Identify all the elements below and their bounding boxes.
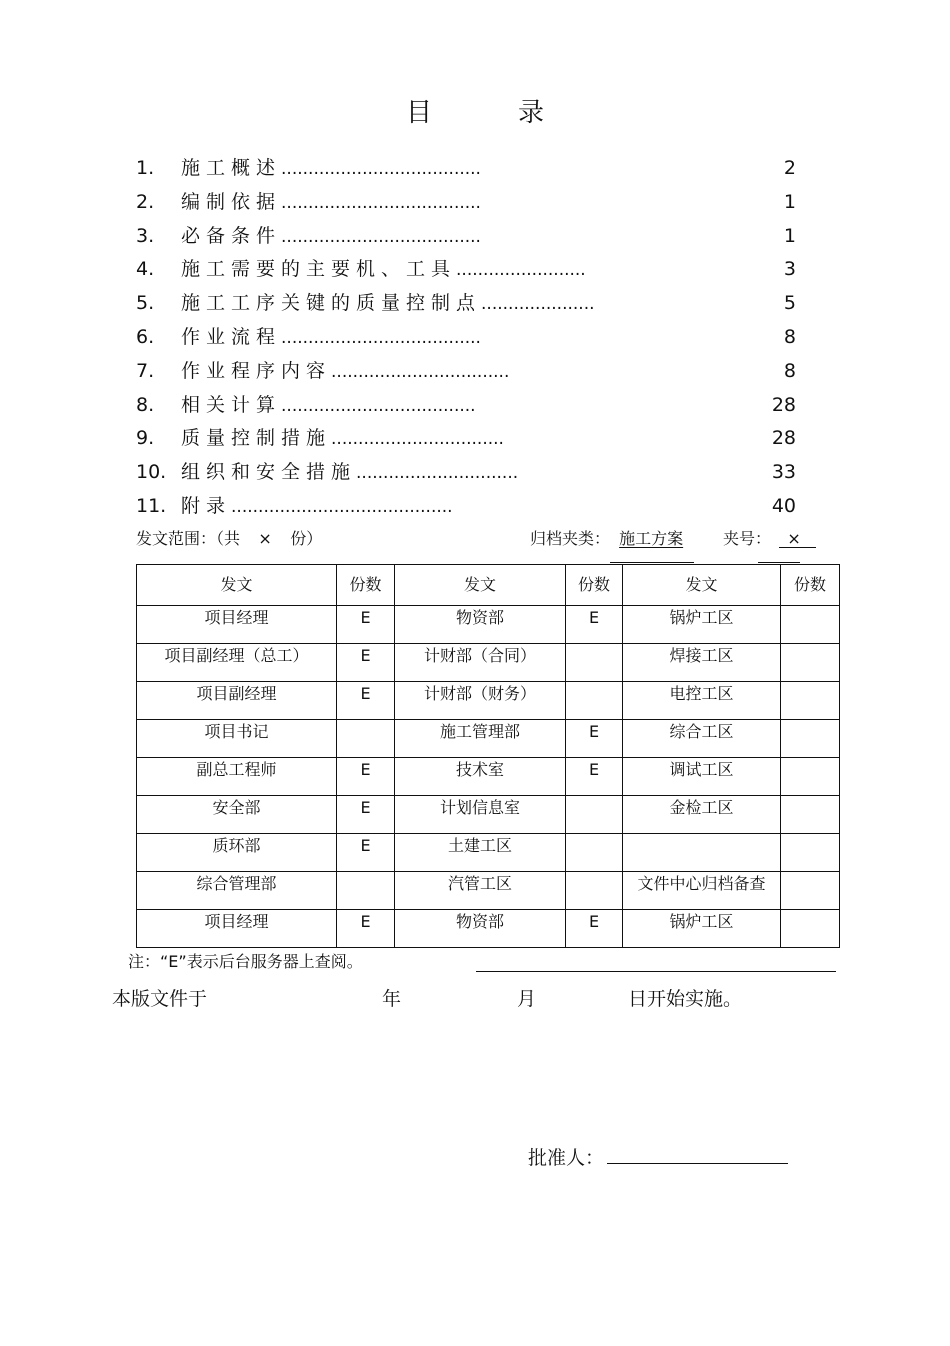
table-header-cell: 份数 — [781, 565, 840, 606]
toc-leader-dots: ..................................... — [281, 159, 481, 179]
toc-title — [181, 285, 595, 322]
toc-title-text: 施工概述 — [181, 157, 282, 179]
recipient-cell: 锅炉工区 — [623, 606, 781, 644]
recipient-cell: 项目经理 — [137, 910, 337, 948]
page-title: 目 录 — [405, 98, 574, 128]
recipient-cell: 调试工区 — [623, 758, 781, 796]
toc-page-number: 2 — [783, 157, 796, 179]
copies-cell: E — [337, 758, 395, 796]
table-note: 注：“E”表示后台服务器上查阅。 — [128, 952, 363, 971]
toc-number: 9. — [136, 427, 155, 450]
copies-cell — [781, 910, 840, 948]
table-row — [137, 910, 840, 948]
folder-label: 夹号： — [723, 529, 772, 548]
table-header-cell: 发文 — [137, 565, 337, 606]
toc-page-number: 28 — [771, 427, 796, 450]
copies-cell: E — [566, 910, 623, 948]
toc-leader-dots: ................................. — [331, 361, 510, 382]
implementation-prefix: 本版文件于 — [112, 988, 208, 1010]
toc-title — [181, 353, 509, 390]
toc-number: 10. — [136, 461, 167, 484]
toc-page-number: 1 — [783, 224, 796, 247]
folder-rule — [758, 562, 800, 563]
toc-title-text: 必备条件 — [181, 224, 282, 247]
table-row — [137, 758, 840, 796]
copies-cell: E — [337, 796, 395, 834]
recipient-cell: 物资部 — [395, 910, 566, 948]
toc-title-text: 编制依据 — [181, 190, 282, 213]
toc-title — [181, 420, 504, 457]
toc-title-text: 附录 — [181, 494, 232, 517]
copies-cell — [566, 834, 623, 872]
folder-number — [723, 526, 812, 549]
toc-number: 7. — [136, 359, 155, 382]
toc-leader-dots: ..................... — [481, 294, 595, 315]
archive-rule — [610, 562, 694, 563]
copies-cell — [566, 644, 623, 682]
table-header-cell: 发文 — [395, 565, 566, 606]
toc-number: 1. — [136, 157, 155, 179]
copies-cell — [781, 872, 840, 910]
scope-unit: 份） — [290, 529, 323, 548]
toc-title-text: 组织和安全措施 — [181, 461, 357, 484]
toc-title-text: 施工工序关键的质量控制点 — [181, 292, 482, 315]
recipient-cell: 焊接工区 — [623, 644, 781, 682]
toc-page-number: 1 — [783, 190, 796, 213]
toc-leader-dots: ..................................... — [281, 327, 481, 348]
toc-number: 3. — [136, 224, 155, 247]
copies-cell: E — [566, 606, 623, 644]
copies-cell: E — [566, 720, 623, 758]
recipient-cell: 副总工程师 — [137, 758, 337, 796]
toc-leader-dots: ................................ — [331, 429, 504, 450]
toc-title — [181, 454, 518, 491]
copies-cell: E — [337, 910, 395, 948]
table-row — [137, 644, 840, 682]
toc-title — [181, 218, 481, 255]
toc-leader-dots: ..................................... — [281, 192, 481, 213]
table-header-row — [137, 565, 840, 606]
distribution-scope — [136, 526, 322, 549]
toc-title — [181, 387, 476, 424]
copies-cell — [337, 872, 395, 910]
copies-cell — [781, 720, 840, 758]
archive-category — [530, 526, 683, 549]
copies-cell — [781, 834, 840, 872]
copies-cell: E — [337, 834, 395, 872]
copies-cell: E — [566, 758, 623, 796]
copies-cell — [781, 796, 840, 834]
recipient-cell: 电控工区 — [623, 682, 781, 720]
copies-cell — [781, 644, 840, 682]
recipient-cell: 物资部 — [395, 606, 566, 644]
toc-page-number: 8 — [783, 325, 796, 348]
toc-number: 2. — [136, 190, 155, 213]
recipient-cell — [623, 834, 781, 872]
recipient-cell: 计财部（财务） — [395, 682, 566, 720]
toc-entry — [136, 218, 796, 252]
copies-cell — [566, 682, 623, 720]
toc-title — [181, 319, 481, 356]
table-header-cell: 份数 — [337, 565, 395, 606]
toc-leader-dots: ......................................... — [231, 496, 453, 517]
copies-cell: E — [337, 606, 395, 644]
recipient-cell: 锅炉工区 — [623, 910, 781, 948]
table-row — [137, 834, 840, 872]
toc-title — [181, 184, 481, 221]
recipient-cell: 综合管理部 — [137, 872, 337, 910]
copies-cell: E — [337, 644, 395, 682]
toc-entry — [136, 387, 796, 421]
toc-number: 6. — [136, 325, 155, 348]
recipient-cell: 项目副经理 — [137, 682, 337, 720]
toc-leader-dots: ..................................... — [281, 226, 481, 247]
folder-value: × — [787, 529, 801, 548]
toc-leader-dots: ........................ — [456, 260, 586, 281]
copies-cell — [781, 758, 840, 796]
scope-count: × — [258, 529, 272, 548]
implementation-year: 年 — [382, 988, 402, 1010]
table-header-cell: 发文 — [623, 565, 781, 606]
implementation-month: 月 — [517, 988, 537, 1010]
distribution-table — [136, 564, 840, 948]
toc-leader-dots: .................................... — [281, 395, 476, 416]
recipient-cell: 项目副经理（总工） — [137, 644, 337, 682]
recipient-cell: 金检工区 — [623, 796, 781, 834]
toc-page-number: 40 — [771, 494, 796, 517]
recipient-cell: 综合工区 — [623, 720, 781, 758]
toc-entry — [136, 150, 796, 184]
toc-title-text: 质量控制措施 — [181, 427, 332, 450]
toc-title-text: 作业流程 — [181, 325, 282, 348]
table-header-cell: 份数 — [566, 565, 623, 606]
recipient-cell: 汽管工区 — [395, 872, 566, 910]
table-row — [137, 682, 840, 720]
table-row — [137, 606, 840, 644]
toc-title — [181, 488, 453, 525]
toc-entry — [136, 184, 796, 218]
recipient-cell: 技术室 — [395, 758, 566, 796]
folder-underline — [779, 547, 816, 548]
recipient-cell: 土建工区 — [395, 834, 566, 872]
toc-title-text: 相关计算 — [181, 393, 282, 416]
toc-title-text: 施工需要的主要机、工具 — [181, 258, 457, 281]
toc-entry — [136, 319, 796, 353]
implementation-suffix: 日开始实施。 — [628, 988, 743, 1010]
copies-cell — [781, 682, 840, 720]
toc-page-number: 8 — [783, 359, 796, 382]
note-rule — [476, 971, 836, 972]
approver-label: 批准人： — [528, 1147, 605, 1169]
recipient-cell: 计财部（合同） — [395, 644, 566, 682]
copies-cell — [337, 720, 395, 758]
copies-cell: E — [337, 682, 395, 720]
toc-page-number: 28 — [771, 393, 796, 416]
copies-cell — [781, 606, 840, 644]
toc-entry — [136, 454, 796, 488]
recipient-cell: 计划信息室 — [395, 796, 566, 834]
table-row — [137, 720, 840, 758]
copies-cell — [566, 796, 623, 834]
toc-page-number: 3 — [783, 258, 796, 281]
toc-entry — [136, 251, 796, 285]
toc-number: 11. — [136, 494, 167, 517]
scope-label: 发文范围：（共 — [136, 529, 241, 548]
toc-title — [181, 251, 586, 288]
toc-page-number: 33 — [771, 461, 796, 484]
table-of-contents — [136, 150, 796, 522]
toc-number: 5. — [136, 292, 155, 315]
toc-entry — [136, 488, 796, 522]
toc-number: 8. — [136, 393, 155, 416]
approver-signature-line — [607, 1163, 788, 1164]
recipient-cell: 项目经理 — [137, 606, 337, 644]
copies-cell — [566, 872, 623, 910]
toc-title-text: 作业程序内容 — [181, 359, 332, 382]
table-row — [137, 872, 840, 910]
toc-entry — [136, 285, 796, 319]
recipient-cell: 质环部 — [137, 834, 337, 872]
archive-label: 归档夹类： — [530, 529, 611, 548]
toc-entry — [136, 353, 796, 387]
table-row — [137, 796, 840, 834]
toc-entry — [136, 420, 796, 454]
recipient-cell: 文件中心归档备查 — [623, 872, 781, 910]
toc-title — [181, 150, 481, 187]
recipient-cell: 安全部 — [137, 796, 337, 834]
toc-leader-dots: .............................. — [356, 463, 519, 484]
archive-value: 施工方案 — [619, 529, 684, 548]
toc-number: 4. — [136, 258, 155, 281]
recipient-cell: 施工管理部 — [395, 720, 566, 758]
recipient-cell: 项目书记 — [137, 720, 337, 758]
toc-page-number: 5 — [783, 292, 796, 315]
